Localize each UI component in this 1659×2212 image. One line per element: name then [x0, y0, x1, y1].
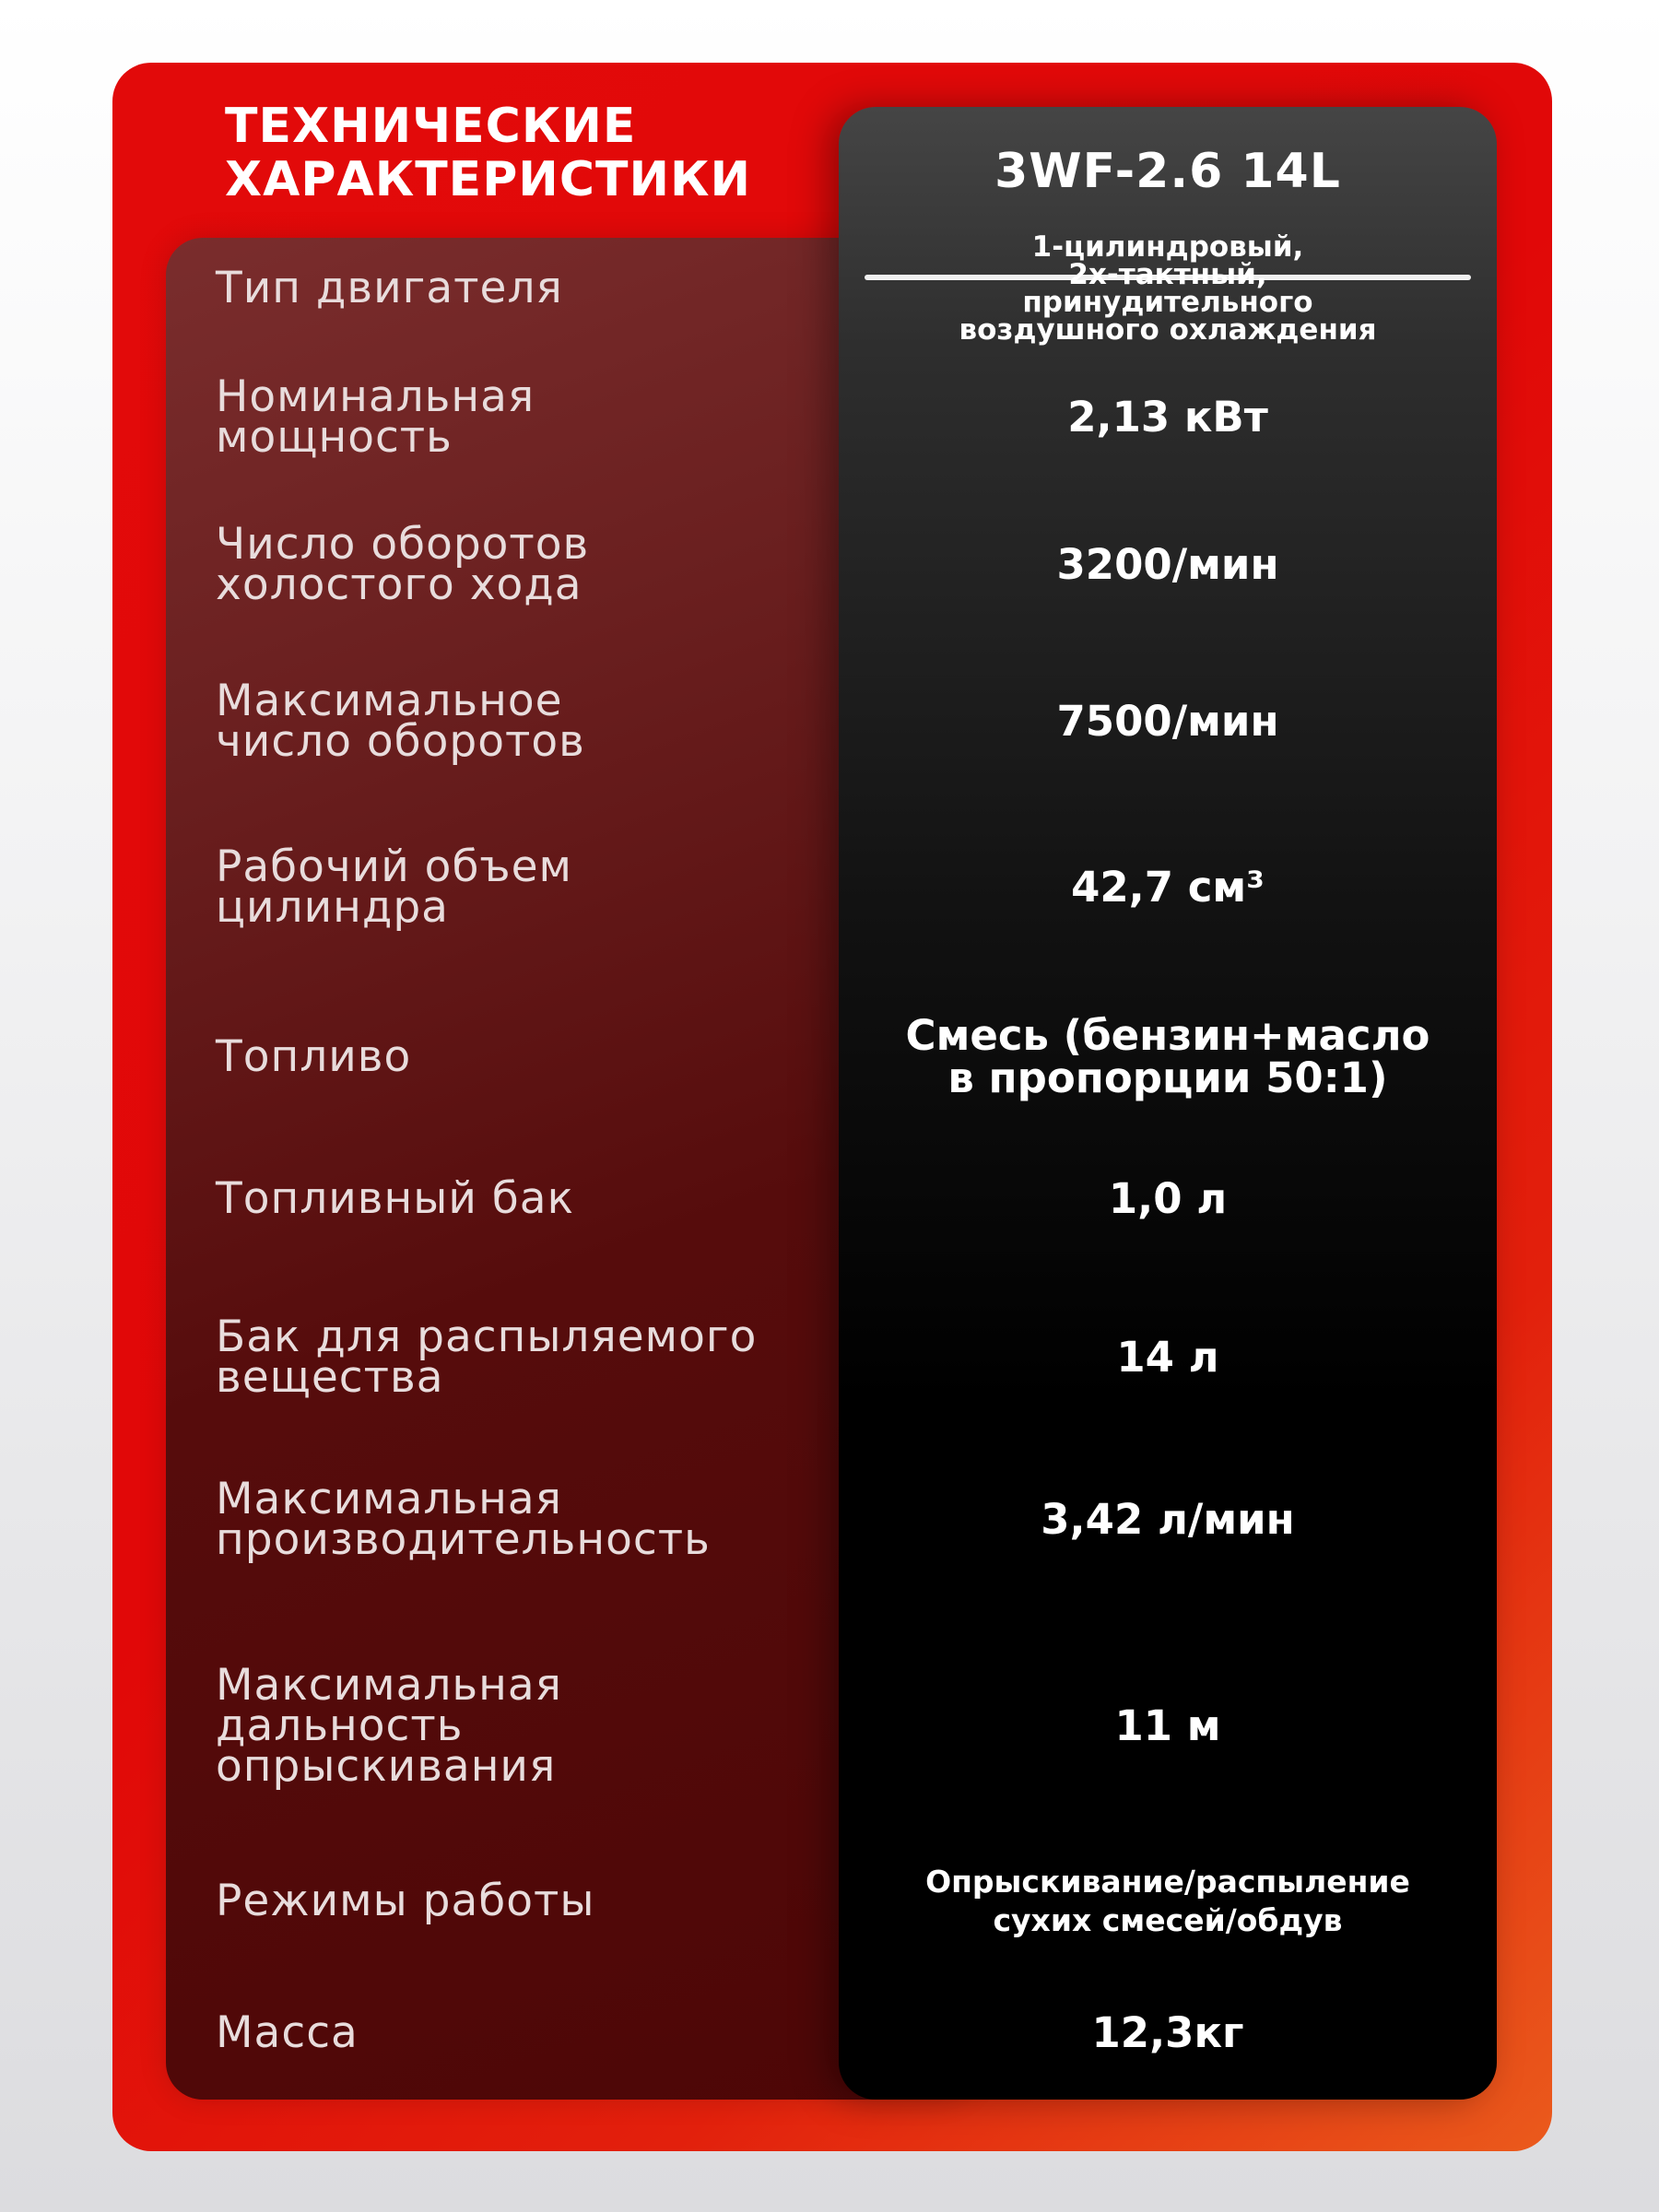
- spec-value: 42,7 см³: [1071, 863, 1265, 912]
- spec-label: Тип двигателя: [216, 263, 563, 313]
- model-name: 3WF-2.6 14L: [994, 144, 1341, 199]
- spec-label: Бак для распыляемого вещества: [216, 1312, 758, 1403]
- spec-label: Масса: [216, 2007, 359, 2058]
- spec-row-modes: [112, 1851, 1552, 1952]
- spec-value: Опрыскивание/распыление сухих смесей/обдув: [925, 1864, 1410, 1938]
- spec-row-idle-rpm: [112, 514, 1552, 616]
- spec-row-capacity: [112, 1469, 1552, 1571]
- spec-label: Рабочий объем цилиндра: [216, 841, 573, 933]
- spec-value: 1-цилиндровый, 2х-тактный, принудительного воздушного охлаждения: [959, 230, 1377, 347]
- spec-value: 2,13 кВт: [1067, 393, 1268, 441]
- spec-value: 11 м: [1114, 1701, 1221, 1750]
- spec-row-fuel: [112, 1006, 1552, 1108]
- spec-row-displacement: [112, 837, 1552, 938]
- spec-row-fuel-tank: [112, 1148, 1552, 1250]
- spec-row-weight: [112, 1987, 1552, 2079]
- spec-card: [112, 63, 1552, 2151]
- spec-label: Число оборотов холостого хода: [216, 519, 590, 610]
- spec-label: Максимальная дальность опрыскивания: [216, 1660, 562, 1792]
- spec-value: 3200/мин: [1056, 540, 1279, 589]
- spec-label: Топливо: [216, 1031, 412, 1082]
- spec-value: Смесь (бензин+масло в пропорции 50:1): [905, 1011, 1430, 1102]
- spec-row-engine-type: [112, 230, 1552, 347]
- spec-value: 7500/мин: [1056, 697, 1279, 746]
- spec-label: Режимы работы: [216, 1876, 595, 1926]
- spec-label: Максимальное число оборотов: [216, 676, 585, 767]
- spec-label: Максимальная производительность: [216, 1474, 711, 1565]
- page-title: ТЕХНИЧЕСКИЕ ХАРАКТЕРИСТИКИ: [225, 99, 751, 207]
- spec-row-spray-range: [112, 1657, 1552, 1795]
- spec-label: Номинальная мощность: [216, 371, 535, 463]
- spec-value: 12,3кг: [1091, 2008, 1244, 2057]
- spec-value: 14 л: [1116, 1333, 1219, 1382]
- spec-value: 1,0 л: [1108, 1174, 1228, 1223]
- spec-value: 3,42 л/мин: [1041, 1495, 1295, 1544]
- spec-row-max-rpm: [112, 671, 1552, 772]
- spec-label: Топливный бак: [216, 1173, 574, 1224]
- spec-row-spray-tank: [112, 1307, 1552, 1408]
- spec-row-power: [112, 367, 1552, 468]
